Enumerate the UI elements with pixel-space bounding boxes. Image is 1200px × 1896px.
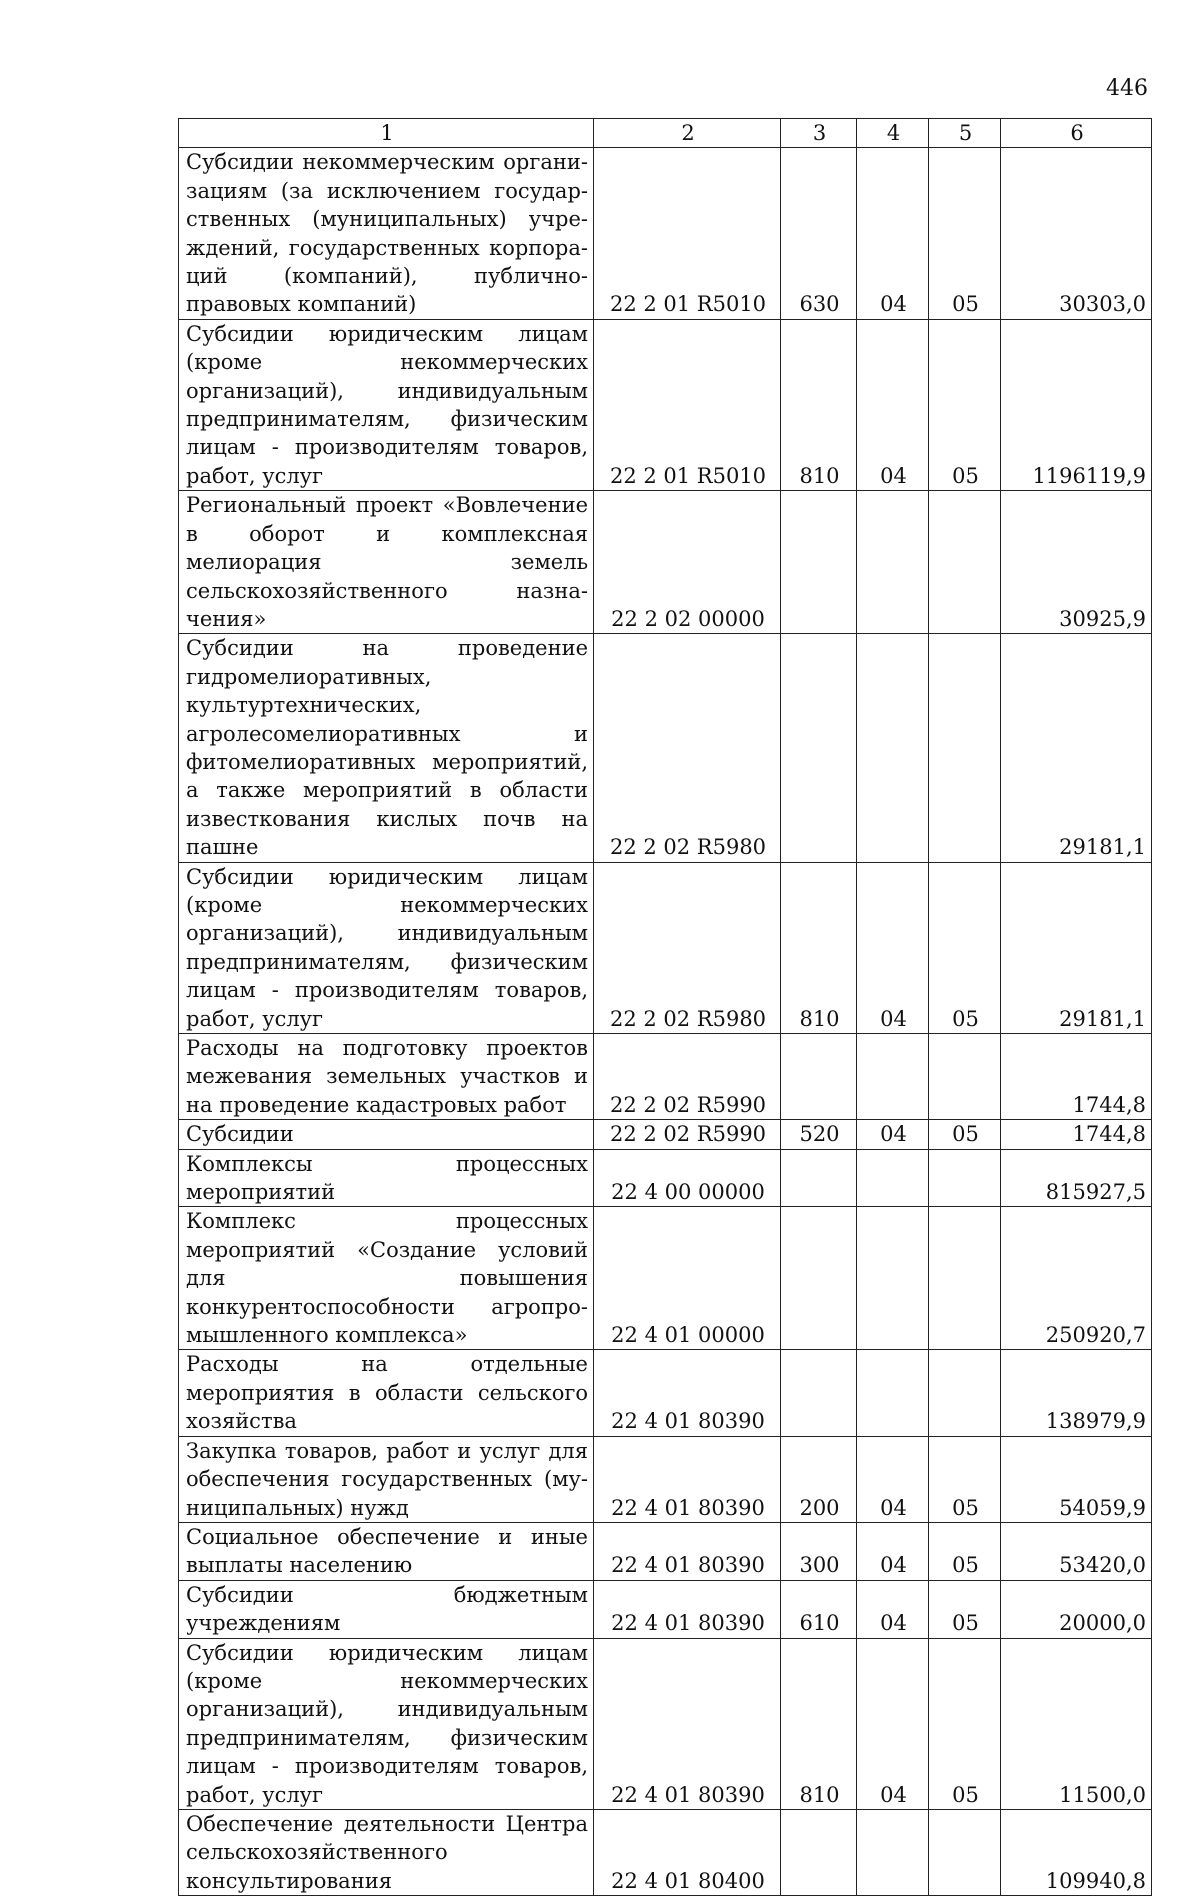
row-subsection: 05 bbox=[929, 1522, 1001, 1580]
row-section bbox=[857, 1207, 929, 1350]
table-row bbox=[179, 1436, 1152, 1522]
row-section: 04 bbox=[857, 1580, 929, 1638]
row-section: 04 bbox=[857, 1120, 929, 1149]
row-subsection bbox=[929, 1149, 1001, 1207]
table-row bbox=[179, 1207, 1152, 1350]
row-code: 22 2 02 R5990 bbox=[594, 1034, 781, 1120]
row-section bbox=[857, 1149, 929, 1207]
row-expense-type bbox=[781, 1149, 857, 1207]
row-expense-type: 810 bbox=[781, 319, 857, 490]
row-amount: 11500,0 bbox=[1001, 1638, 1152, 1809]
row-section bbox=[857, 1034, 929, 1120]
row-subsection: 05 bbox=[929, 862, 1001, 1033]
row-name: Комплексы процессных мероприятий bbox=[179, 1149, 594, 1207]
table-row bbox=[179, 1638, 1152, 1809]
row-amount: 815927,5 bbox=[1001, 1149, 1152, 1207]
row-expense-type bbox=[781, 1207, 857, 1350]
table-row bbox=[179, 148, 1152, 319]
row-expense-type: 810 bbox=[781, 862, 857, 1033]
row-code: 22 2 02 R5980 bbox=[594, 634, 781, 862]
row-expense-type bbox=[781, 1350, 857, 1436]
row-section bbox=[857, 1809, 929, 1895]
table-row bbox=[179, 1120, 1152, 1149]
row-name: Комплекс процессных мероприятий «Создание условий для повышения конкурентоспособности агропромышленного комплекса» bbox=[179, 1207, 594, 1350]
row-amount: 1744,8 bbox=[1001, 1120, 1152, 1149]
row-expense-type bbox=[781, 634, 857, 862]
row-section: 04 bbox=[857, 1638, 929, 1809]
row-name: Региональный проект «Вовлечение в оборот и комплексная мелиорация земель сельскохозяйственного назначения» bbox=[179, 491, 594, 634]
table-row bbox=[179, 491, 1152, 634]
row-name: Социальное обеспечение и иные выплаты населению bbox=[179, 1522, 594, 1580]
row-expense-type: 520 bbox=[781, 1120, 857, 1149]
row-code: 22 2 01 R5010 bbox=[594, 148, 781, 319]
row-expense-type: 630 bbox=[781, 148, 857, 319]
table-body bbox=[179, 148, 1152, 1896]
row-name: Расходы на отдельные мероприятия в области сельского хозяйства bbox=[179, 1350, 594, 1436]
row-section: 04 bbox=[857, 1436, 929, 1522]
row-code: 22 4 01 00000 bbox=[594, 1207, 781, 1350]
row-amount: 250920,7 bbox=[1001, 1207, 1152, 1350]
table-row bbox=[179, 1522, 1152, 1580]
row-subsection: 05 bbox=[929, 319, 1001, 490]
table-row bbox=[179, 1034, 1152, 1120]
row-subsection: 05 bbox=[929, 1436, 1001, 1522]
budget-table bbox=[178, 118, 1152, 1896]
row-name: Субсидии юридическим лицам (кроме некоммерческих организаций), индивидуальным предпринимателям, физическим лицам - производителям товаров, работ, услуг bbox=[179, 1638, 594, 1809]
row-name: Закупка товаров, работ и услуг для обеспечения государственных (муниципальных) нужд bbox=[179, 1436, 594, 1522]
row-name: Субсидии некоммерческим организациям (за исключением государственных (муниципальных) учреждений, государственных корпораций (компаний), публично-правовых компаний) bbox=[179, 148, 594, 319]
row-subsection bbox=[929, 1809, 1001, 1895]
row-name: Расходы на подготовку проектов межевания земельных участков и на проведение кадастровых работ bbox=[179, 1034, 594, 1120]
table-row bbox=[179, 634, 1152, 862]
row-subsection bbox=[929, 1207, 1001, 1350]
table-row bbox=[179, 319, 1152, 490]
column-header: 1 bbox=[179, 119, 594, 148]
row-code: 22 4 00 00000 bbox=[594, 1149, 781, 1207]
row-code: 22 4 01 80390 bbox=[594, 1522, 781, 1580]
header-row bbox=[179, 119, 1152, 148]
row-expense-type: 300 bbox=[781, 1522, 857, 1580]
row-name: Субсидии бюджетным учреждениям bbox=[179, 1580, 594, 1638]
row-section bbox=[857, 634, 929, 862]
row-subsection: 05 bbox=[929, 148, 1001, 319]
row-amount: 1196119,9 bbox=[1001, 319, 1152, 490]
row-code: 22 4 01 80390 bbox=[594, 1436, 781, 1522]
column-header: 5 bbox=[929, 119, 1001, 148]
row-code: 22 4 01 80390 bbox=[594, 1350, 781, 1436]
row-section bbox=[857, 1350, 929, 1436]
row-name: Обеспечение деятельности Центра сельскохозяйственного консультирования bbox=[179, 1809, 594, 1895]
column-header: 3 bbox=[781, 119, 857, 148]
table-header bbox=[179, 119, 1152, 148]
row-code: 22 2 02 R5990 bbox=[594, 1120, 781, 1149]
row-code: 22 4 01 80390 bbox=[594, 1638, 781, 1809]
row-subsection bbox=[929, 634, 1001, 862]
row-amount: 109940,8 bbox=[1001, 1809, 1152, 1895]
row-amount: 1744,8 bbox=[1001, 1034, 1152, 1120]
row-section bbox=[857, 491, 929, 634]
row-subsection bbox=[929, 1034, 1001, 1120]
row-expense-type: 200 bbox=[781, 1436, 857, 1522]
row-expense-type: 610 bbox=[781, 1580, 857, 1638]
row-amount: 29181,1 bbox=[1001, 634, 1152, 862]
row-amount: 54059,9 bbox=[1001, 1436, 1152, 1522]
row-subsection: 05 bbox=[929, 1638, 1001, 1809]
row-code: 22 2 01 R5010 bbox=[594, 319, 781, 490]
row-subsection bbox=[929, 1350, 1001, 1436]
row-expense-type bbox=[781, 491, 857, 634]
row-amount: 30303,0 bbox=[1001, 148, 1152, 319]
table-row bbox=[179, 1809, 1152, 1895]
row-subsection: 05 bbox=[929, 1580, 1001, 1638]
column-header: 2 bbox=[594, 119, 781, 148]
column-header: 6 bbox=[1001, 119, 1152, 148]
row-code: 22 2 02 R5980 bbox=[594, 862, 781, 1033]
row-code: 22 4 01 80400 bbox=[594, 1809, 781, 1895]
page-number: 446 bbox=[1106, 76, 1148, 101]
table-row bbox=[179, 1580, 1152, 1638]
column-header: 4 bbox=[857, 119, 929, 148]
table-row bbox=[179, 1350, 1152, 1436]
row-section: 04 bbox=[857, 148, 929, 319]
row-name: Субсидии юридическим лицам (кроме некоммерческих организаций), индивидуальным предпринимателям, физическим лицам - производителям товаров, работ, услуг bbox=[179, 319, 594, 490]
row-code: 22 4 01 80390 bbox=[594, 1580, 781, 1638]
row-amount: 30925,9 bbox=[1001, 491, 1152, 634]
row-name: Субсидии юридическим лицам (кроме некоммерческих организаций), индивидуальным предпринимателям, физическим лицам - производителям товаров, работ, услуг bbox=[179, 862, 594, 1033]
row-amount: 53420,0 bbox=[1001, 1522, 1152, 1580]
row-code: 22 2 02 00000 bbox=[594, 491, 781, 634]
row-section: 04 bbox=[857, 319, 929, 490]
row-amount: 29181,1 bbox=[1001, 862, 1152, 1033]
row-name: Субсидии на проведение гидромелиоративных, культуртехнических, агролесомелиоративных и фитомелиоративных мероприятий, а также мероприятий в области известкования кислых почв на пашне bbox=[179, 634, 594, 862]
row-section: 04 bbox=[857, 862, 929, 1033]
row-section: 04 bbox=[857, 1522, 929, 1580]
row-amount: 20000,0 bbox=[1001, 1580, 1152, 1638]
row-subsection: 05 bbox=[929, 1120, 1001, 1149]
row-expense-type bbox=[781, 1034, 857, 1120]
row-name: Субсидии bbox=[179, 1120, 594, 1149]
table-row bbox=[179, 862, 1152, 1033]
row-subsection bbox=[929, 491, 1001, 634]
row-expense-type: 810 bbox=[781, 1638, 857, 1809]
row-amount: 138979,9 bbox=[1001, 1350, 1152, 1436]
row-expense-type bbox=[781, 1809, 857, 1895]
table-row bbox=[179, 1149, 1152, 1207]
